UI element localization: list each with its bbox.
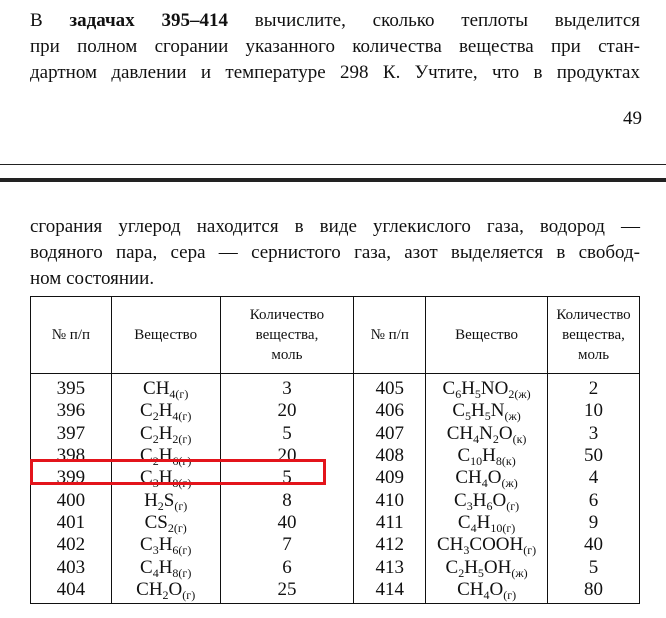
continuation-line-1: сгорания углерод находится в виде углекислого газа, водород — — [30, 216, 640, 237]
substance-formula: $C_3H_{6(г)}$ — [111, 534, 220, 556]
substance-formula: $CH_4O_{(ж)}$ — [426, 467, 548, 489]
substance-formula: $H_2S_{(г)}$ — [111, 489, 220, 511]
substance-formula: $C_4H_{10(г)}$ — [426, 512, 548, 534]
task-number: 395 — [31, 374, 112, 401]
amount-moles: 4 — [548, 467, 640, 489]
task-number: 411 — [354, 512, 426, 534]
table-row — [31, 423, 640, 445]
amount-moles: 10 — [548, 400, 640, 422]
table-row — [31, 512, 640, 534]
task-number: 407 — [354, 423, 426, 445]
task-number: 402 — [31, 534, 112, 556]
continuation-line-3: ном состоянии. — [30, 268, 155, 289]
substance-formula: $CH_4O_{(г)}$ — [426, 579, 548, 604]
page-divider-thick — [0, 178, 666, 182]
continuation-paragraph — [30, 214, 640, 292]
table-row — [31, 400, 640, 422]
amount-moles: 7 — [220, 534, 354, 556]
task-number: 404 — [31, 579, 112, 604]
amount-moles: 80 — [548, 579, 640, 604]
amount-moles: 5 — [548, 556, 640, 578]
task-number: 401 — [31, 512, 112, 534]
amount-moles: 20 — [220, 445, 354, 467]
amount-moles: 6 — [220, 556, 354, 578]
substance-formula: $C_3H_6O_{(г)}$ — [426, 489, 548, 511]
task-number: 399 — [31, 467, 112, 489]
amount-moles: 40 — [548, 534, 640, 556]
amount-moles: 3 — [548, 423, 640, 445]
substance-formula: $C_2H_{2(г)}$ — [111, 423, 220, 445]
task-number: 400 — [31, 489, 112, 511]
task-number: 396 — [31, 400, 112, 422]
amount-moles: 3 — [220, 374, 354, 401]
task-number: 403 — [31, 556, 112, 578]
amount-moles: 9 — [548, 512, 640, 534]
intro-line-2: при полном сгорании указанного количества вещества при стан- — [30, 36, 640, 57]
substance-formula: $C_{10}H_{8(к)}$ — [426, 445, 548, 467]
amount-moles: 20 — [220, 400, 354, 422]
substance-formula: $C_3H_{8(г)}$ — [111, 467, 220, 489]
intro-paragraph — [30, 8, 640, 86]
intro-line-1-rest: вычислите, сколько теплоты выделится — [228, 10, 640, 31]
task-number: 397 — [31, 423, 112, 445]
header-substance-2: Вещество — [426, 297, 548, 374]
substance-formula: $C_5H_5N_{(ж)}$ — [426, 400, 548, 422]
intro-line-3: дартном давлении и температуре 298 К. Учтите, что в продуктах — [30, 62, 640, 83]
table-row — [31, 579, 640, 604]
amount-moles: 2 — [548, 374, 640, 401]
task-number: 410 — [354, 489, 426, 511]
table-row — [31, 374, 640, 401]
amount-moles: 5 — [220, 467, 354, 489]
substance-formula: $C_2H_{4(г)}$ — [111, 400, 220, 422]
table-row — [31, 489, 640, 511]
substance-formula: $CS_{2(г)}$ — [111, 512, 220, 534]
substance-formula: $CH_3COOH_{(г)}$ — [426, 534, 548, 556]
highlight-box-row-399 — [30, 459, 326, 485]
intro-bold-range: задачах 395–414 — [69, 10, 228, 31]
header-num-2: № п/п — [354, 297, 426, 374]
header-amount-2: Количество вещества, моль — [548, 297, 640, 374]
amount-moles: 25 — [220, 579, 354, 604]
amount-moles: 6 — [548, 489, 640, 511]
substance-formula: $CH_{4(г)}$ — [111, 374, 220, 401]
amount-moles: 50 — [548, 445, 640, 467]
header-substance: Вещество — [111, 297, 220, 374]
task-number: 409 — [354, 467, 426, 489]
page-divider-thin — [0, 164, 666, 165]
substance-formula: $C_2H_{6(г)}$ — [111, 445, 220, 467]
amount-moles: 5 — [220, 423, 354, 445]
table-header-row — [31, 297, 640, 374]
substance-formula: $CH_4N_2O_{(к)}$ — [426, 423, 548, 445]
task-number: 408 — [354, 445, 426, 467]
intro-prefix: В — [30, 10, 70, 31]
continuation-line-2: водяного пара, сера — сернистого газа, азот выделяется в свобод- — [30, 242, 640, 263]
substance-formula: $C_2H_5OH_{(ж)}$ — [426, 556, 548, 578]
table-row — [31, 556, 640, 578]
table-row — [31, 534, 640, 556]
task-number: 406 — [354, 400, 426, 422]
header-amount: Количество вещества, моль — [220, 297, 354, 374]
combustion-task-table — [30, 296, 640, 604]
task-number: 412 — [354, 534, 426, 556]
substance-formula: $C_4H_{8(г)}$ — [111, 556, 220, 578]
substance-formula: $C_6H_5NO_{2(ж)}$ — [426, 374, 548, 401]
task-number: 413 — [354, 556, 426, 578]
substance-formula: $CH_2O_{(г)}$ — [111, 579, 220, 604]
task-number: 405 — [354, 374, 426, 401]
task-number: 398 — [31, 445, 112, 467]
page-number: 49 — [623, 108, 642, 129]
header-num: № п/п — [31, 297, 112, 374]
amount-moles: 8 — [220, 489, 354, 511]
task-number: 414 — [354, 579, 426, 604]
amount-moles: 40 — [220, 512, 354, 534]
intro-line-1 — [30, 8, 640, 34]
